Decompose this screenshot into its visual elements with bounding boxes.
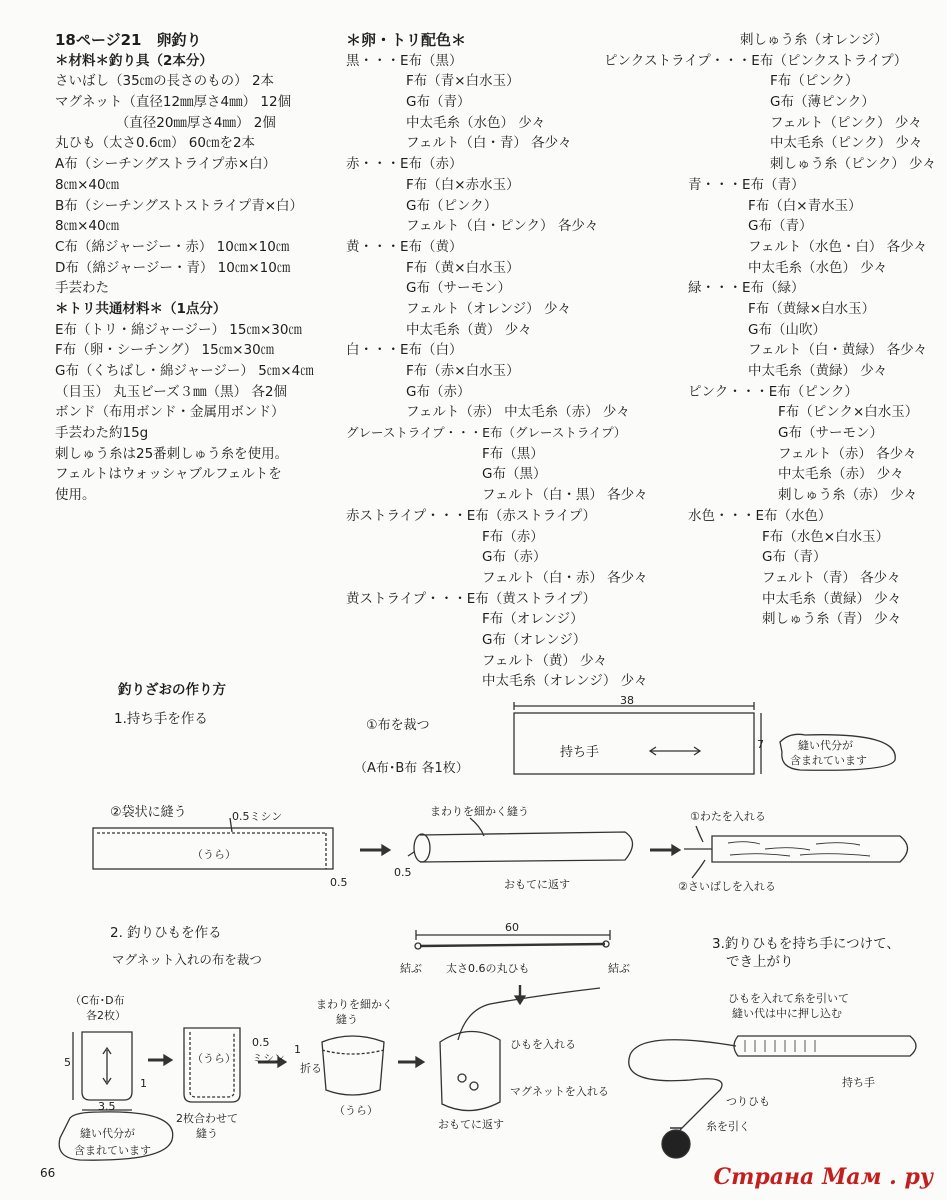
dim-7: 7 <box>757 738 764 751</box>
dim-60: 60 <box>505 921 519 934</box>
color-scheme-line: 刺しゅう糸（ピンク） 少々 <box>770 156 937 173</box>
tsurihimo-label: つりひも <box>726 1095 770 1108</box>
color-scheme-line: ピンクストライプ・・・E布（ピンクストライプ） <box>604 52 908 69</box>
color-scheme-line: 中太毛糸（黄緑） 少々 <box>748 363 888 379</box>
construction-title: 釣りざおの作り方 <box>118 682 226 698</box>
machine-05c: ミシン <box>252 1052 285 1065</box>
color-scheme-line: G布（赤） <box>406 383 471 400</box>
color-scheme-line: F布（白×赤水玉） <box>406 176 520 193</box>
color-scheme-line: 赤ストライプ・・・E布（赤ストライプ） <box>346 507 597 524</box>
color-scheme-line: G布（オレンジ） <box>482 631 587 648</box>
two-together-2: 縫う <box>196 1127 218 1140</box>
material-line: 8㎝×40㎝ <box>55 176 120 193</box>
color-scheme-line: 黒・・・E布（黒） <box>346 52 463 69</box>
cut-fabric-label: ①布を裁つ <box>366 718 430 733</box>
rolled-tube <box>420 832 633 862</box>
color-scheme-line: 刺しゅう糸（赤） 少々 <box>778 487 918 504</box>
around-sew2-b: 縫う <box>336 1013 358 1026</box>
ura-2: （うら） <box>192 1052 236 1065</box>
step3-title-a: 3.釣りひもを持ち手につけて、 <box>712 936 900 952</box>
material-line: マグネット（直径12㎜厚さ4㎜） 12個 <box>55 94 292 111</box>
color-scheme-line: F布（赤） <box>482 528 544 545</box>
cd-fabric-2: 各2枚） <box>86 1009 126 1022</box>
material-line: フェルトはウォッシャブルフェルトを <box>55 466 282 483</box>
color-scheme-line: F布（赤×白水玉） <box>406 363 520 379</box>
cut-fabric-sub: （A布･B布 各1枚） <box>354 761 469 776</box>
material-line: 使用。 <box>55 487 96 504</box>
dim-05a: 0.5 <box>330 876 348 889</box>
pull-note-1: ひもを入れて糸を引いて <box>728 992 849 1005</box>
dim-38: 38 <box>620 694 634 707</box>
color-scheme-line: フェルト（水色・白） 各少々 <box>748 238 928 255</box>
color-scheme-line: F布（青×白水玉） <box>406 73 520 90</box>
material-line: E布（トリ・綿ジャージー） 15㎝×30㎝ <box>55 321 302 338</box>
material-line: ボンド（布用ボンド・金属用ボンド） <box>55 404 285 421</box>
handle-2-label: 持ち手 <box>842 1076 875 1089</box>
watermark: Страна Мам . ру <box>713 1164 933 1190</box>
project-title: 18ページ21 卵釣り <box>55 31 202 49</box>
ura-1: （うら） <box>192 848 236 861</box>
color-scheme-line: フェルト（黄） 少々 <box>482 652 608 669</box>
turn-out-1: おもてに返す <box>504 878 570 891</box>
dim-05b: 0.5 <box>394 866 412 879</box>
material-line: B布（シーチングストストライプ青×白） <box>55 197 304 214</box>
color-scheme-line: 中太毛糸（オレンジ） 少々 <box>482 673 648 690</box>
color-scheme-line: 中太毛糸（水色） 少々 <box>748 259 888 276</box>
color-scheme-line: 黄ストライプ・・・E布（黄ストライプ） <box>346 590 597 607</box>
color-scheme-line: 中太毛糸（黄） 少々 <box>406 321 532 338</box>
stuff-label: ①わたを入れる <box>690 810 766 823</box>
machine-05b: 0.5 <box>252 1036 270 1049</box>
color-scheme-line: 中太毛糸（赤） 少々 <box>778 466 904 483</box>
finished-handle <box>734 1036 916 1056</box>
color-scheme-line: 中太毛糸（水色） 少々 <box>406 114 546 131</box>
color-scheme-line: ピンク・・・E布（ピンク） <box>688 383 858 400</box>
material-line: ＊トリ共通材料＊（1点分） <box>55 300 227 317</box>
material-line: さいばし（35㎝の長さのもの） 2本 <box>55 73 275 90</box>
material-line: 8㎝×40㎝ <box>55 218 120 235</box>
dim-5: 5 <box>64 1056 71 1069</box>
step2-title: 2. 釣りひもを作る <box>110 925 222 941</box>
sew-tube-label: ②袋状に縫う <box>110 805 187 820</box>
insert-magnet-label: マグネットを入れる <box>510 1085 609 1098</box>
material-line: ＊材料＊釣り具（2本分） <box>55 52 213 69</box>
material-line: G布（くちばし・綿ジャージー） 5㎝×4㎝ <box>55 363 314 379</box>
color-scheme-line: フェルト（白・黄緑） 各少々 <box>748 342 928 359</box>
color-scheme-line: フェルト（オレンジ） 少々 <box>406 300 571 317</box>
color-scheme-line: F布（水色×白水玉） <box>762 528 890 545</box>
two-together-1: 2枚合わせて <box>176 1112 238 1125</box>
color-scheme-line: フェルト（白・赤） 各少々 <box>482 569 648 586</box>
seam2-a: 縫い代分が <box>80 1127 135 1140</box>
machine-05: 0.5ミシン <box>232 810 283 823</box>
cd-fabric-1: （C布･D布 <box>70 994 125 1007</box>
color-scheme-line: G布（青） <box>762 549 827 566</box>
material-line: （直径20㎜厚さ4㎜） 2個 <box>55 114 276 131</box>
magnet-ball <box>662 1130 690 1158</box>
color-scheme-line: G布（薄ピンク） <box>770 94 875 111</box>
color-scheme-line: F布（白×青水玉） <box>748 197 862 214</box>
color-scheme-line: 青・・・E布（青） <box>688 176 805 193</box>
color-scheme-line: F布（黄緑×白水玉） <box>748 300 876 317</box>
step3-title-b: でき上がり <box>726 954 794 970</box>
material-line: 刺しゅう糸は25番刺しゅう糸を使用。 <box>55 445 289 462</box>
color-scheme-line: 刺しゅう糸（青） 少々 <box>762 611 902 628</box>
color-scheme-line: フェルト（白・青） 各少々 <box>406 135 572 152</box>
chopstick-label: ②さいばしを入れる <box>678 880 776 893</box>
color-scheme-line: 赤・・・E布（赤） <box>346 156 463 173</box>
color-scheme-line: 中太毛糸（黄緑） 少々 <box>762 590 902 607</box>
handle-label: 持ち手 <box>560 745 600 760</box>
seam-note-1: 縫い代分が <box>798 739 853 752</box>
tie-1: 結ぶ <box>400 962 422 975</box>
stuffed-tube <box>712 836 908 862</box>
step1-title: 1.持ち手を作る <box>114 711 208 727</box>
cord-label: 太さ0.6の丸ひも <box>446 962 530 975</box>
seam-note-2: 含まれています <box>790 754 867 767</box>
color-scheme-line: G布（青） <box>748 218 813 235</box>
pull-thread-label: 糸を引く <box>706 1120 750 1133</box>
around-sew2-a: まわりを細かく <box>316 998 393 1011</box>
color-scheme-line: 刺しゅう糸（オレンジ） <box>740 32 888 48</box>
material-line: D布（綿ジャージー・青） 10㎝×10㎝ <box>55 259 291 276</box>
handle-fabric-rect <box>514 713 754 774</box>
color-scheme-line: G布（黒） <box>482 466 547 483</box>
tie-2: 結ぶ <box>608 962 630 975</box>
color-scheme-line: F布（ピンク） <box>770 73 859 90</box>
color-scheme-line: F布（黒） <box>482 445 544 462</box>
color-scheme-line: G布（山吹） <box>748 321 826 338</box>
dim-35: 3.5 <box>98 1100 116 1113</box>
turn-out-2: おもてに返す <box>438 1118 504 1131</box>
dim-1a: 1 <box>140 1077 147 1090</box>
page-number: 66 <box>40 1166 56 1180</box>
around-sew-label: まわりを細かく縫う <box>430 805 529 818</box>
insert-cord-label: ひもを入れる <box>510 1038 576 1051</box>
seam2-b: 含まれています <box>74 1144 151 1157</box>
color-scheme-line: フェルト（青） 各少々 <box>762 569 901 586</box>
color-scheme-line: フェルト（赤） 中太毛糸（赤） 少々 <box>406 404 630 421</box>
color-scheme-line: フェルト（白・黒） 各少々 <box>482 487 648 504</box>
magnet-pouch <box>440 1031 500 1110</box>
color-scheme-line: G布（サーモン） <box>406 280 511 297</box>
material-line: 手芸わた約15g <box>55 425 149 442</box>
material-line: A布（シーチングストライプ赤×白） <box>55 156 277 173</box>
magnet-cut-label: マグネット入れの布を裁つ <box>112 952 262 967</box>
finished-cord <box>629 1040 736 1130</box>
color-scheme-line: 黄・・・E布（黄） <box>346 238 463 255</box>
color-scheme-line: G布（ピンク） <box>406 197 498 214</box>
color-scheme-line: F布（黄×白水玉） <box>406 259 520 276</box>
dim-1b: 1 <box>294 1043 301 1056</box>
color-scheme-line: G布（サーモン） <box>778 425 883 442</box>
color-scheme-line: F布（ピンク×白水玉） <box>778 404 919 421</box>
color-scheme-line: 緑・・・E布（緑） <box>688 280 805 297</box>
color-scheme-line: 白・・・E布（白） <box>346 342 463 359</box>
color-scheme-line: フェルト（白・ピンク） 各少々 <box>406 218 599 235</box>
material-line: （目玉） 丸玉ビーズ３㎜（黒） 各2個 <box>55 383 287 400</box>
color-scheme-line: グレーストライプ・・・E布（グレーストライプ） <box>346 425 627 441</box>
fold-label: 折る <box>300 1062 322 1075</box>
color-scheme-line: G布（青） <box>406 94 471 111</box>
color-scheme-line: G布（赤） <box>482 549 547 566</box>
color-scheme-line: F布（オレンジ） <box>482 611 584 628</box>
material-line: 手芸わた <box>55 280 109 297</box>
ura-3: （うら） <box>334 1104 378 1117</box>
color-scheme-line: 水色・・・E布（水色） <box>688 507 832 524</box>
material-line: F布（卵・シーチング） 15㎝×30㎝ <box>55 342 275 359</box>
gathered-pouch <box>322 1036 384 1095</box>
color-scheme-line: フェルト（ピンク） 少々 <box>770 114 922 131</box>
color-scheme-line: 中太毛糸（ピンク） 少々 <box>770 135 923 152</box>
pull-note-2: 縫い代は中に押し込む <box>732 1007 842 1020</box>
color-scheme-line: フェルト（赤） 各少々 <box>778 445 917 462</box>
color-scheme-title: ＊卵・トリ配色＊ <box>346 31 467 49</box>
material-line: C布（綿ジャージー・赤） 10㎝×10㎝ <box>55 238 290 255</box>
material-line: 丸ひも（太さ0.6㎝） 60㎝を2本 <box>55 135 256 152</box>
